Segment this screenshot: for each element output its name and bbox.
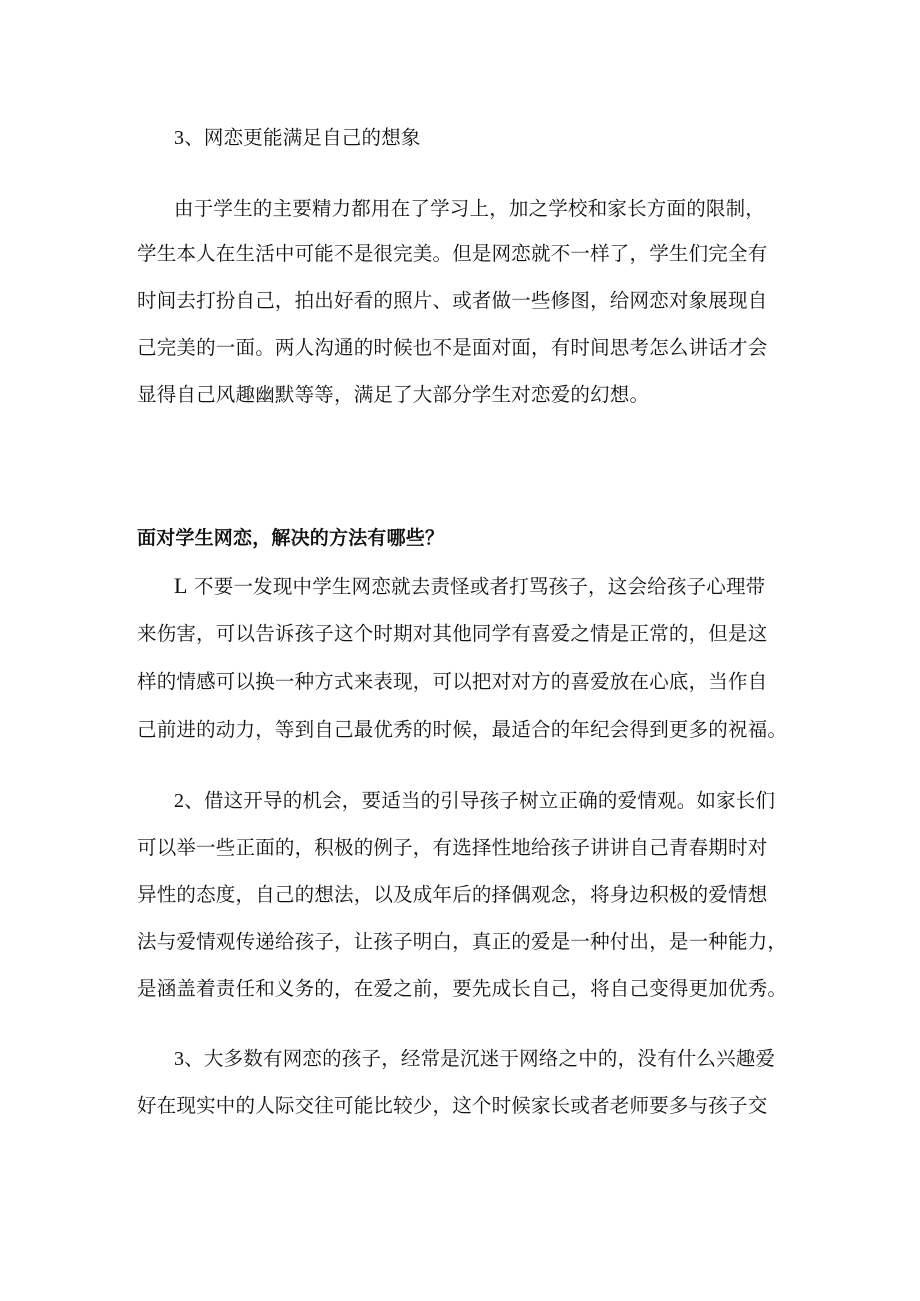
paragraph-line: 学生本人在生活中可能不是很完美。但是网恋就不一样了，学生们完全有	[137, 242, 768, 265]
list-item-first-line	[174, 572, 834, 601]
item-number: L	[174, 573, 188, 598]
paragraph-line: 好在现实中的人际交往可能比较少，这个时候家长或者老师要多与孩子交	[137, 1094, 768, 1117]
heading-number: 3	[174, 127, 185, 149]
paragraph-line: 己前进的动力，等到自己最优秀的时候，最适合的年纪会得到更多的祝福。	[137, 718, 788, 741]
paragraph-line: 己完美的一面。两人沟通的时候也不是面对面，有时间思考怎么讲话才会	[137, 336, 768, 359]
section-heading	[174, 124, 834, 152]
item-number: 2	[174, 790, 185, 812]
paragraph-line: 样的情感可以换一种方式来表现，可以把对对方的喜爱放在心底，当作自	[137, 670, 768, 693]
section-title: 面对学生网恋，解决的方法有哪些？	[137, 527, 445, 549]
heading-text: 、网恋更能满足自己的想象	[184, 126, 421, 149]
paragraph-line: 来伤害，可以告诉孩子这个时期对其他同学有喜爱之情是正常的，但是这	[137, 622, 768, 645]
paragraph-line: 法与爱情观传递给孩子，让孩子明白，真正的爱是一种付出，是一种能力，	[137, 930, 788, 953]
paragraph-line: 异性的态度，自己的想法，以及成年后的择偶观念，将身边积极的爱情想	[137, 883, 768, 906]
list-item-first-line	[174, 787, 834, 815]
paragraph-line: 是涵盖着责任和义务的，在爱之前，要先成长自己，将自己变得更加优秀。	[137, 977, 788, 1000]
item-text: 不要一发现中学生网恋就去责怪或者打骂孩子，这会给孩子心理带	[194, 575, 766, 598]
item-number: 3	[174, 1048, 185, 1070]
item-text: 、大多数有网恋的孩子，经常是沉迷于网络之中的，没有什么兴趣爱	[184, 1047, 776, 1070]
paragraph-line: 时间去打扮自己，拍出好看的照片、或者做一些修图，给网恋对象展现自	[137, 289, 768, 312]
list-item-first-line	[174, 1045, 834, 1073]
paragraph-line: 显得自己风趣幽默等等，满足了大部分学生对恋爱的幻想。	[137, 383, 650, 406]
paragraph-line: 由于学生的主要精力都用在了学习上，加之学校和家长方面的限制，	[174, 197, 766, 220]
item-text: 、借这开导的机会，要适当的引导孩子树立正确的爱情观。如家长们	[184, 789, 776, 812]
paragraph-line: 可以举一些正面的，积极的例子，有选择性地给孩子讲讲自己青春期时对	[137, 836, 768, 859]
